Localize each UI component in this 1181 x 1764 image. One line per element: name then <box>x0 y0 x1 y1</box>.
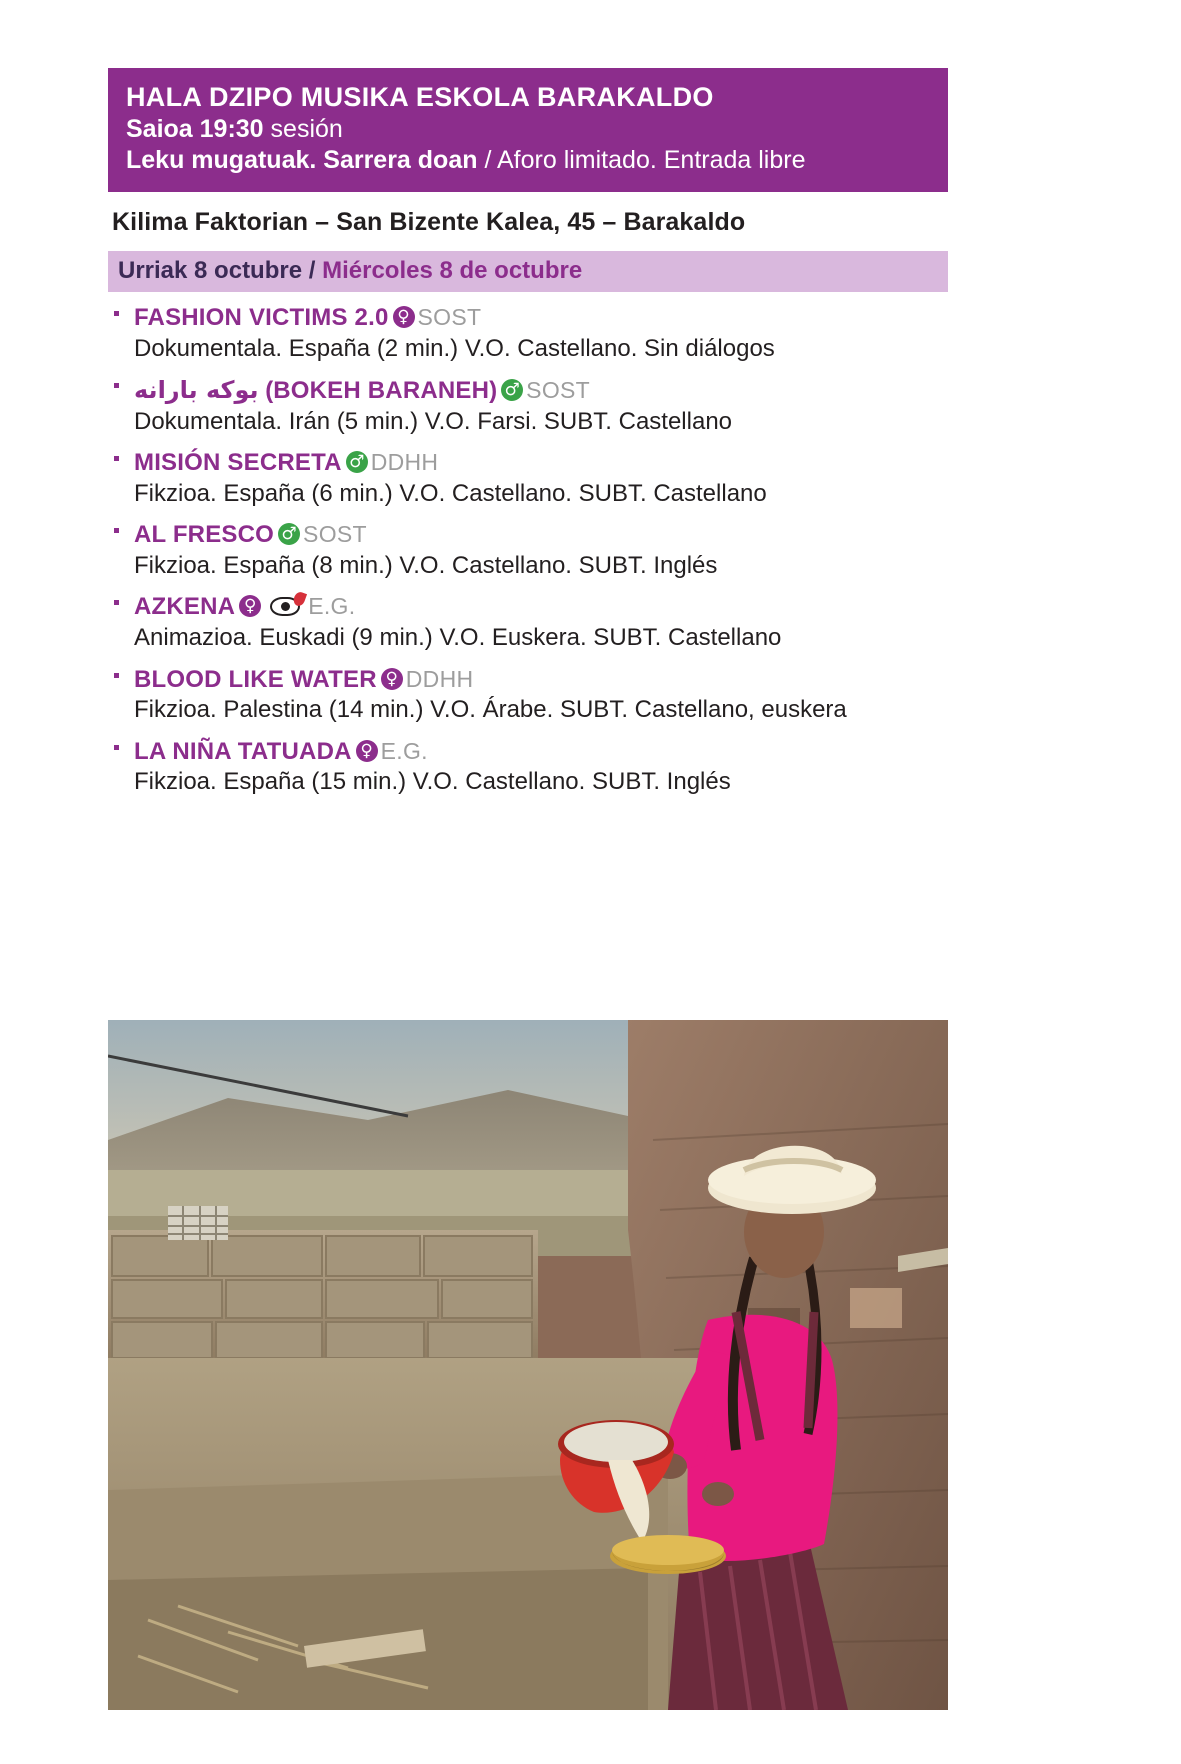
bullet-icon <box>114 673 119 678</box>
bullet-icon <box>114 383 119 388</box>
bullet-icon <box>114 600 119 605</box>
list-item <box>108 449 948 508</box>
capacity-line <box>126 145 930 176</box>
film-title-row <box>134 593 948 622</box>
festival-photo <box>108 1020 948 1710</box>
film-tag: E.G. <box>380 737 428 764</box>
list-item <box>108 738 948 797</box>
film-title-row <box>134 304 948 333</box>
film-description: Animazioa. Euskadi (9 min.) V.O. Euskera. SUBT. Castellano <box>134 624 782 652</box>
date-band <box>108 251 948 292</box>
list-item <box>108 376 948 436</box>
venus-icon: ♀ <box>381 668 403 690</box>
bullet-icon <box>114 528 119 533</box>
film-description: Dokumentala. Irán (5 min.) V.O. Farsi. SUBT. Castellano <box>134 408 733 436</box>
capacity-separator: / <box>484 146 492 175</box>
film-list <box>108 304 948 796</box>
film-title-row <box>134 521 948 550</box>
film-tag: SOST <box>526 377 590 404</box>
film-title-row <box>134 449 948 478</box>
film-title: LA NIÑA TATUADA <box>134 737 352 765</box>
film-description: Fikzioa. España (8 min.) V.O. Castellano. SUBT. Inglés <box>134 552 718 580</box>
film-title-row <box>134 738 948 767</box>
venus-icon: ♀ <box>356 740 378 762</box>
capacity-es: Aforo limitado. Entrada libre <box>497 146 806 175</box>
film-title: (BOKEH BARANEH) <box>265 377 498 405</box>
film-tag: SOST <box>417 304 482 331</box>
bullet-icon <box>114 745 119 750</box>
date-es: Miércoles 8 de octubre <box>322 257 583 285</box>
list-item <box>108 593 948 652</box>
film-description: Fikzioa. España (15 min.) V.O. Castellano. SUBT. Inglés <box>134 768 731 796</box>
capacity-eu: Leku mugatuak. Sarrera doan <box>126 146 478 175</box>
list-item <box>108 666 948 725</box>
header-band <box>108 68 948 192</box>
film-title: BLOOD LIKE WATER <box>134 665 377 693</box>
session-time-es: sesión <box>270 115 343 144</box>
venus-icon: ♀ <box>393 306 415 328</box>
bullet-icon <box>114 456 119 461</box>
list-item <box>108 304 948 363</box>
session-time-eu: Saioa 19:30 <box>126 115 264 144</box>
flyer-content <box>108 68 948 810</box>
page-title: HALA DZIPO MUSIKA ESKOLA BARAKALDO <box>126 82 714 112</box>
film-title: MISIÓN SECRETA <box>134 449 342 477</box>
film-title: FASHION VICTIMS 2.0 <box>134 304 389 332</box>
venue-address: Kilima Faktorian – San Bizente Kalea, 45 – Barakaldo <box>112 208 746 237</box>
film-title-row <box>134 666 948 695</box>
film-title-row <box>134 376 948 406</box>
eye-flame-icon <box>270 595 304 619</box>
film-tag: E.G. <box>308 593 356 620</box>
date-eu: Urriak 8 octubre <box>118 257 303 285</box>
film-description: Dokumentala. España (2 min.) V.O. Castellano. Sin diálogos <box>134 335 775 363</box>
film-description: Fikzioa. Palestina (14 min.) V.O. Árabe. SUBT. Castellano, euskera <box>134 696 847 724</box>
film-tag: DDHH <box>370 449 439 476</box>
film-tag: DDHH <box>405 665 474 692</box>
film-title-original: بوکه بارانه <box>134 376 259 405</box>
bullet-icon <box>114 311 119 316</box>
film-title: AZKENA <box>134 593 236 621</box>
film-tag: SOST <box>303 521 367 548</box>
film-title: AL FRESCO <box>134 521 275 549</box>
film-description: Fikzioa. España (6 min.) V.O. Castellano. SUBT. Castellano <box>134 480 767 508</box>
mars-icon: ♂ <box>278 523 300 545</box>
session-line <box>126 114 930 145</box>
mars-icon: ♂ <box>346 451 368 473</box>
list-item <box>108 521 948 580</box>
mars-icon: ♂ <box>501 379 523 401</box>
date-separator: / <box>302 257 323 285</box>
venus-icon: ♀ <box>239 595 261 617</box>
